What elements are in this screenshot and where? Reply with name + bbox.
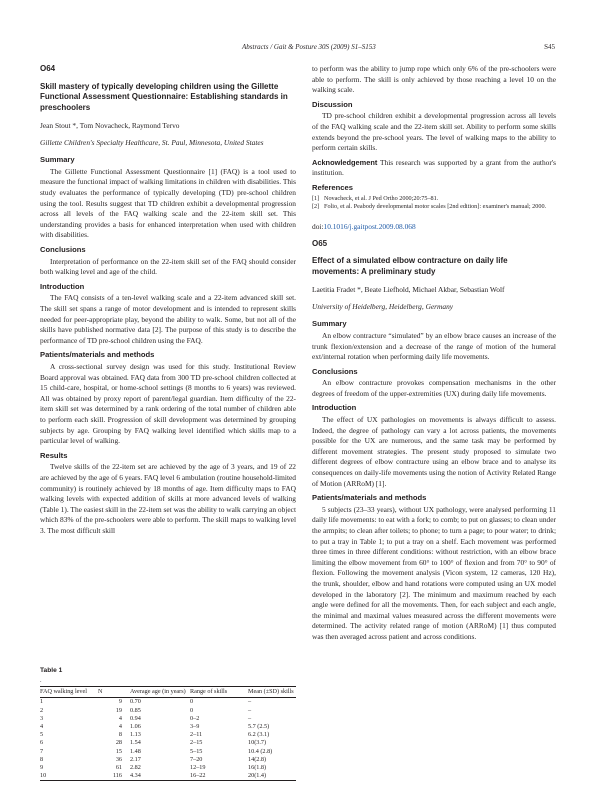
cell-range-skills: 12–19 xyxy=(190,764,206,772)
cell-average-age: 4.34 xyxy=(130,772,141,780)
methods-heading-o64: Patients/materials and methods xyxy=(40,350,155,360)
cell-n: 116 xyxy=(112,772,122,780)
table-caption-mark: . xyxy=(40,677,42,685)
reference-1 xyxy=(312,195,556,203)
cell-n: 4 xyxy=(118,723,122,731)
cell-n: 15 xyxy=(115,747,122,755)
table-row xyxy=(40,739,296,747)
doi-label: doi: xyxy=(312,221,324,231)
page-number: S45 xyxy=(544,43,555,51)
affiliation-o64: Gillette Children's Specialty Healthcare, St. Paul, Minnesota, United States xyxy=(40,137,264,147)
cell-range-skills: 2–11 xyxy=(190,731,203,739)
abstract-id-o65: O65 xyxy=(312,238,328,248)
cell-mean-skills: – xyxy=(248,706,252,714)
cell-n: 9 xyxy=(118,698,122,706)
left-column xyxy=(40,64,296,536)
right-column xyxy=(312,64,556,643)
cell-n: 28 xyxy=(115,739,122,747)
cell-mean-skills: 6.2 (3.1) xyxy=(248,731,270,739)
methods-text-o64: A cross-sectional survey design was used for this study. Institutional Review Board approval was obtained. FAQ data from 300 TD pre-school children collected at 15 child-care, hospital, or home-school settings (8 months to 6 years) was reviewed. All was obtained by proxy report of parent/legal guardian. Item difficulty of the 22-item skill set was determined by a rank ordering of the total number of children able to perform each skill. Progression of skill development was determined by grouping subjects by age. Grouping by FAQ walking level identified which skills map to a particular level of walking. xyxy=(40,361,296,446)
cell-mean-skills: 10.4 (2.8) xyxy=(248,747,273,755)
journal-citation: Abstracts / Gait & Posture 30S (2009) S1–S153 xyxy=(242,43,376,51)
cell-average-age: 1.13 xyxy=(130,731,141,739)
cell-n: 19 xyxy=(115,706,122,714)
cell-faq-level: 7 xyxy=(40,747,44,755)
references-heading-o64: References xyxy=(312,182,353,192)
table-row xyxy=(40,731,296,739)
cell-mean-skills: 16(1.8) xyxy=(248,764,267,772)
cell-range-skills: 7–20 xyxy=(190,755,203,763)
cell-range-skills: 2–15 xyxy=(190,739,203,747)
cell-range-skills: 3–9 xyxy=(190,723,200,731)
cell-faq-level: 4 xyxy=(40,723,44,731)
doi-link[interactable]: 10.1016/j.gaitpost.2009.08.068 xyxy=(323,221,416,231)
introduction-heading-o65: Introduction xyxy=(312,403,357,413)
table-header-row xyxy=(40,687,296,698)
affiliation-o65: University of Heidelberg, Heidelberg, Germany xyxy=(312,301,454,311)
cell-range-skills: 0 xyxy=(190,698,194,706)
authors-o64: Jean Stout *, Tom Novacheck, Raymond Tervo xyxy=(40,121,180,131)
reference-text: Novacheck, et al. J Ped Ortho 2000;20:75–81. xyxy=(324,194,439,202)
table-row xyxy=(40,723,296,731)
cell-average-age: 1.54 xyxy=(130,739,141,747)
introduction-text-o65: The effect of UX pathologies on movements is always difficult to assess. Indeed, the degree of pathology can vary a lot across patients, the movements possible for the UX are numerous, and the same task may be performed by different movement strategies. The present study proposed to simulate two different degrees of elbow contracture using an elbow brace and to analyse its consequences on daily-life movements using the notion of Activity Related Range of Motion (ARRoM) [1]. xyxy=(312,415,556,488)
cell-range-skills: 16–22 xyxy=(190,772,206,780)
table-row xyxy=(40,748,296,756)
cell-n: 4 xyxy=(118,714,122,722)
table-row xyxy=(40,698,296,707)
cell-faq-level: 9 xyxy=(40,764,44,772)
cell-range-skills: 5–15 xyxy=(190,747,203,755)
table-title: Table 1 xyxy=(40,667,63,674)
results-continued-o64: to perform was the ability to jump rope which only 6% of the pre-schoolers were able to perform. The skill is only achieved by those reaching a level 10 on the walking scale. xyxy=(312,64,556,95)
cell-mean-skills: 10(3.7) xyxy=(248,739,267,747)
cell-average-age: 2.82 xyxy=(130,764,141,772)
summary-heading-o65: Summary xyxy=(312,319,347,329)
results-text-o64: Twelve skills of the 22-item set are achieved by the age of 3 years, and 19 of 22 are achieved by the age of 6 years. FAQ level 6 ambulation (routine household-limited community) is routinely achieved by 18 months of age. Item difficulty maps to FAQ walking levels with expected addition of skills at more advanced levels of walking (Table 1). The easiest skill in the 22-item set was the ability to walk carrying an object which 83% of the pre-schoolers were able to perform. The skill maps to walking level 3. The most difficult skill xyxy=(40,462,296,535)
cell-average-age: 1.06 xyxy=(130,723,141,731)
cell-faq-level: 1 xyxy=(40,698,44,706)
discussion-text-o64: TD pre-school children exhibit a developmental progression across all levels of the FAQ walking scale and the 22-item skill set. Ability to perform some skills extends beyond the pre-school years. The level of walking maps to the ability to perform certain skills. xyxy=(312,111,556,153)
summary-text-o65: An elbow contracture “simulated” by an elbow brace causes an increase of the trunk flexion/extension and a decrease of the range of motion of the humeral ext/internal rotation when performing daily life movements. xyxy=(312,330,556,362)
cell-average-age: 0.70 xyxy=(130,698,141,706)
table-row xyxy=(40,772,296,781)
cell-range-skills: 0 xyxy=(190,706,194,714)
cell-average-age: 2.17 xyxy=(130,755,141,763)
cell-faq-level: 10 xyxy=(40,772,47,780)
abstract-id-o64: O64 xyxy=(40,64,56,73)
cell-mean-skills: 20(1.4) xyxy=(248,772,267,780)
cell-faq-level: 3 xyxy=(40,714,44,722)
table-row xyxy=(40,756,296,764)
col-header-range-skills: Range of skills xyxy=(190,688,228,696)
table-1 xyxy=(40,667,296,781)
reference-number: [1] xyxy=(312,194,320,202)
authors-o65: Laetitia Fradet *, Beate Liefhold, Michael Akbar, Sebastian Wolf xyxy=(312,285,505,295)
doi-line-o64 xyxy=(312,222,556,233)
cell-mean-skills: 14(2.8) xyxy=(248,755,267,763)
cell-faq-level: 2 xyxy=(40,706,44,714)
acknowledgement-heading: Acknowledgement xyxy=(312,157,378,167)
cell-faq-level: 8 xyxy=(40,755,44,763)
cell-faq-level: 6 xyxy=(40,739,44,747)
abstract-title-o65: Effect of a simulated elbow contracture on daily life movements: A preliminary study xyxy=(312,256,508,276)
cell-mean-skills: – xyxy=(248,698,252,706)
methods-heading-o65: Patients/materials and methods xyxy=(312,493,427,503)
conclusions-text-o64: Interpretation of performance on the 22-item skill set of the FAQ should consider both walking level and age of the child. xyxy=(40,256,296,277)
col-header-faq-level: FAQ walking level xyxy=(40,688,87,696)
cell-range-skills: 0–2 xyxy=(190,714,200,722)
conclusions-heading-o65: Conclusions xyxy=(312,366,358,376)
results-heading-o64: Results xyxy=(40,450,68,460)
table-row xyxy=(40,764,296,772)
discussion-heading-o64: Discussion xyxy=(312,99,353,109)
col-header-n: N xyxy=(98,688,103,696)
reference-text: Folio, et al. Peabody developmental motor scales [2nd edition]: examiner's manual; 2000. xyxy=(324,202,547,210)
summary-text-o64: The Gillette Functional Assessment Questionnaire [1] (FAQ) is a tool used to measure the functional impact of walking limitations in children with disabilities. This study evaluates the performance of typically developing (TD) pre-school children using the tool. Results suggest that TD children exhibit a developmental progression across all levels of the FAQ walking scale and the 22-item skill set. This understanding provides a basis for enhanced interpretation when used with children with disabilities. xyxy=(40,166,296,240)
reference-2 xyxy=(312,203,556,211)
table-row xyxy=(40,715,296,723)
summary-heading-o64: Summary xyxy=(40,155,75,165)
cell-n: 8 xyxy=(118,731,122,739)
acknowledgement-text: This research was supported by a grant from the author's institution. xyxy=(312,157,556,178)
col-header-average-age: Average age (in years) xyxy=(130,688,186,696)
col-header-mean-skills: Mean (±SD) skills xyxy=(248,688,294,696)
abstract-title-o64: Skill mastery of typically developing children using the Gillette Functional Assessment Questionnaire: Establishing standards in preschoolers xyxy=(40,81,288,112)
methods-text-o65: 5 subjects (23–33 years), without UX pathology, were analysed performing 11 daily life movements: to eat with a fork; to comb; to put on glasses; to clean under the armpits; to clean after toilets; to phone; to turn a page; to pour water; to drink; to put a tray in Table 1; to put a tray on a shelf. Each movement was performed three times in three different conditions: without restriction, with an elbow brace limiting the elbow movement from 60° to 100° of flexion and from 70° to 90° of flexion. Following the movement analysis (Vicon system, 12 cameras, 120 Hz), the trunk, shoulder, elbow and hand rotations were computed using an UX model developed in the laboratory [2]. The minimum and maximum reached by each angle were defined for all the movements. Then, for each subject and each angle, the minimal and maximal values measured across the different movements were determined. The activity related range of motion (ARRoM) [1] thus computed was then averaged across patient and across conditions. xyxy=(312,504,556,641)
cell-faq-level: 5 xyxy=(40,731,44,739)
conclusions-text-o65: An elbow contracture provokes compensation mechanisms in the other degrees of freedom of the upper-extremities (UX) during daily life movements. xyxy=(312,378,556,398)
introduction-heading-o64: Introduction xyxy=(40,281,85,291)
cell-average-age: 0.94 xyxy=(130,714,141,722)
table-row xyxy=(40,707,296,715)
table-1-grid xyxy=(40,686,296,781)
introduction-text-o64: The FAQ consists of a ten-level walking scale and a 22-item advanced skill set. The skill set spans a range of motor development and is intended to represent skills needed for peer-appropriate play, beyond the ability to walk. Some, but not all of the skills have published normative data [2]. The purpose of this study is to describe the performance of TD pre-school children using the FAQ. xyxy=(40,293,296,345)
reference-number: [2] xyxy=(312,202,320,210)
running-head xyxy=(40,43,555,55)
acknowledgement-o64 xyxy=(312,158,556,179)
cell-n: 36 xyxy=(115,755,122,763)
conclusions-heading-o64: Conclusions xyxy=(40,245,86,255)
cell-average-age: 1.48 xyxy=(130,747,141,755)
cell-mean-skills: 5.7 (2.5) xyxy=(248,723,270,731)
cell-n: 61 xyxy=(115,764,122,772)
cell-average-age: 0.85 xyxy=(130,706,141,714)
cell-mean-skills: – xyxy=(248,714,252,722)
